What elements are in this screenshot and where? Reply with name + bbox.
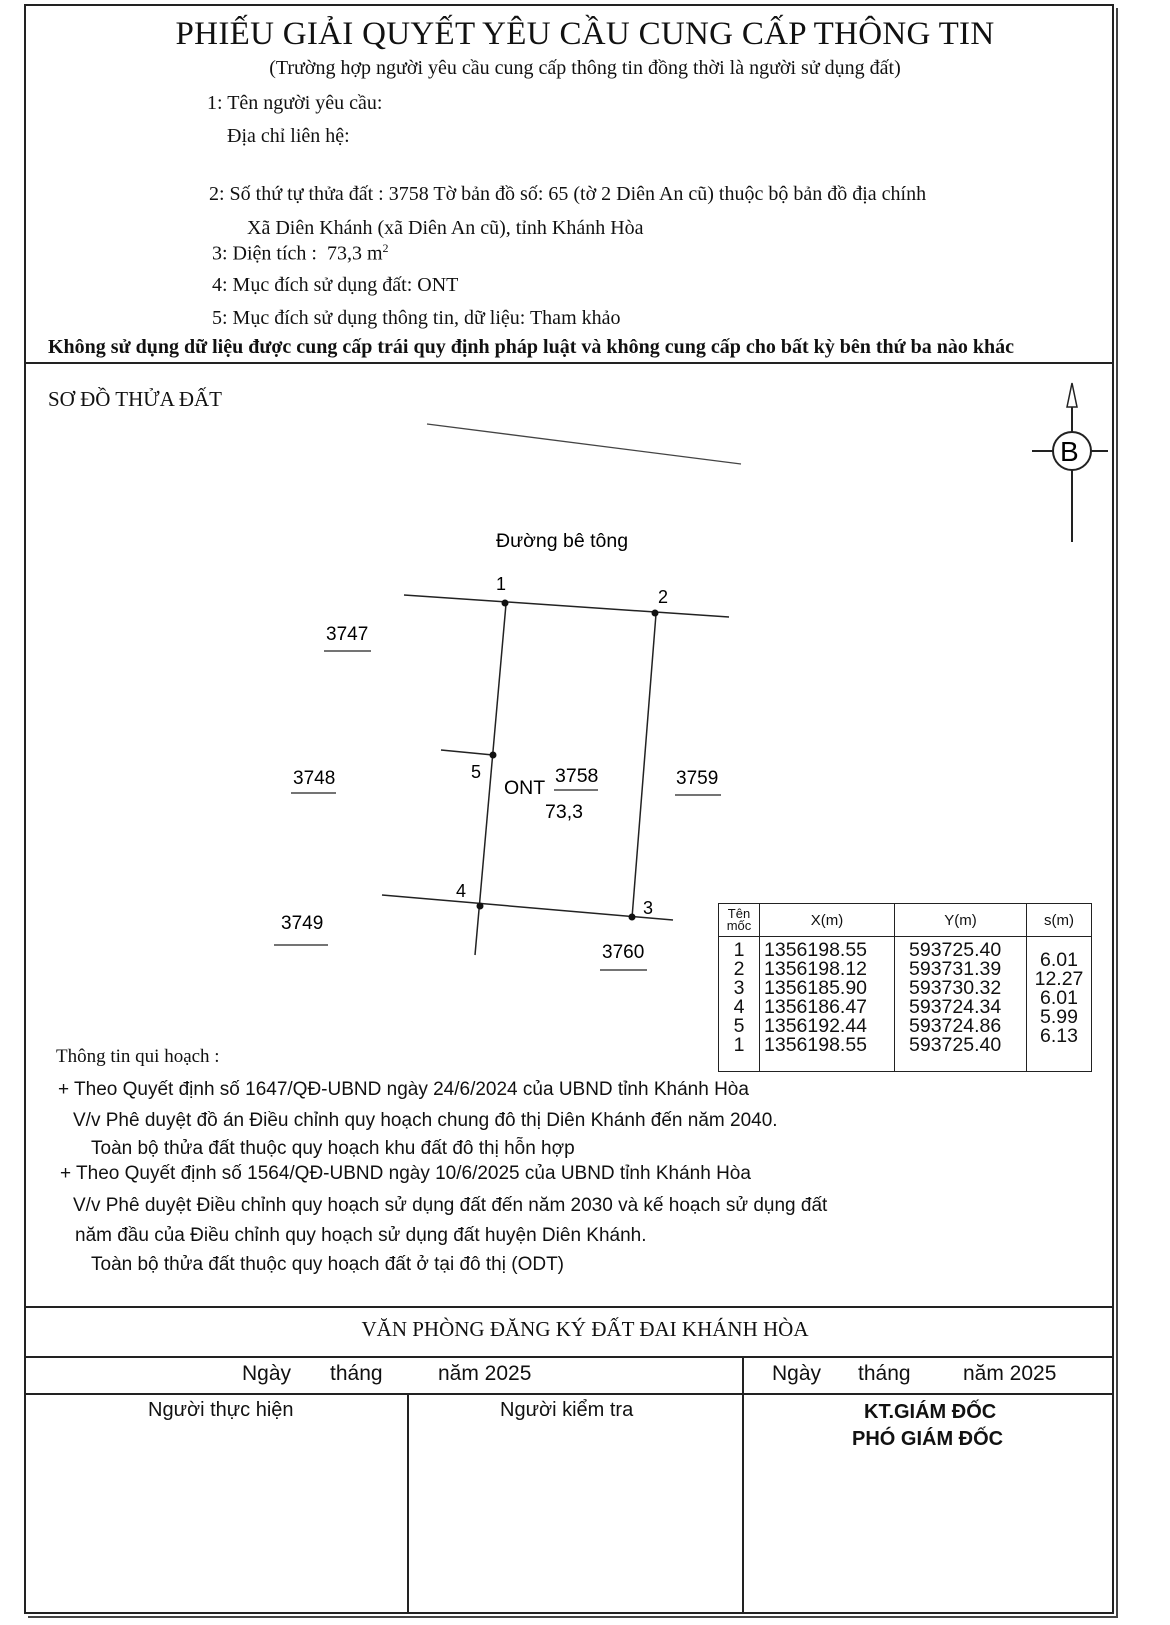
y-value: 593724.34	[909, 996, 1002, 1018]
date-right-year: năm 2025	[963, 1362, 1057, 1385]
planning-line: Toàn bộ thửa đất thuộc quy hoạch đất ở tại đô thị (ODT)	[91, 1254, 565, 1275]
neighbor-parcel-3760: 3760	[602, 942, 645, 963]
distance-column	[1027, 937, 1092, 1072]
distance-value: 6.13	[1040, 1025, 1078, 1047]
divider-footer	[24, 1306, 1114, 1308]
planning-line: V/v Phê duyệt đồ án Điều chỉnh quy hoạch chung đô thị Diên Khánh đến năm 2040.	[73, 1110, 778, 1131]
usage-warning: Không sử dụng dữ liệu được cung cấp trái quy định pháp luật và không cung cấp cho bất kỳ bên thứ ba nào khác	[48, 336, 1015, 358]
coordinates-table	[718, 903, 1092, 1072]
x-value: 1356192.44	[764, 1015, 868, 1037]
divider-date-top	[24, 1356, 1114, 1358]
boundary-top-line	[404, 595, 729, 617]
planning-line: năm đầu của Điều chỉnh quy hoạch sử dụng đất huyện Diên Khánh.	[75, 1225, 647, 1246]
divider-date-bottom	[24, 1393, 1114, 1395]
parcel-info-line2: Xã Diên Khánh (xã Diên An cũ), tỉnh Khánh Hòa	[247, 217, 644, 239]
planning-line: V/v Phê duyệt Điều chỉnh quy hoạch sử dụng đất đến năm 2030 và kế hoạch sử dụng đất	[73, 1195, 828, 1216]
neighbor-parcel-3747: 3747	[326, 624, 369, 645]
info-use-purpose-field: 5: Mục đích sử dụng thông tin, dữ liệu: Tham khảo	[212, 307, 621, 329]
x-value: 1356198.55	[764, 939, 868, 961]
point-2-marker	[652, 610, 659, 617]
parcel-east-line	[632, 614, 656, 918]
point-name: 2	[733, 958, 745, 980]
y-value: 593730.32	[909, 977, 1002, 999]
y-value: 593724.86	[909, 1015, 1002, 1037]
x-value: 1356198.12	[764, 958, 868, 980]
point-name: 3	[733, 977, 745, 999]
date-separator	[742, 1356, 744, 1394]
checker-label: Người kiểm tra	[500, 1399, 634, 1421]
y-value: 593725.40	[909, 939, 1002, 961]
point-3-marker	[629, 914, 636, 921]
parcel-type-label: ONT	[504, 777, 546, 799]
document-title: PHIẾU GIẢI QUYẾT YÊU CẦU CUNG CẤP THÔNG TIN	[175, 16, 995, 52]
parcel-number-label: 3758	[555, 765, 599, 787]
header-x: X(m)	[760, 904, 895, 937]
contact-address-field: Địa chỉ liên hệ:	[227, 125, 350, 147]
point-2-label: 2	[658, 587, 669, 607]
x-coordinate-column	[760, 937, 895, 1072]
distance-value: 5.99	[1040, 1006, 1078, 1028]
date-left-day: Ngày	[242, 1362, 292, 1385]
header-point-name: Tên mốc	[719, 904, 760, 937]
point-1-marker	[502, 600, 509, 607]
signature-separator-1	[407, 1393, 409, 1614]
area-value: 73,3 m	[326, 242, 383, 265]
boundary-mid-line	[441, 750, 493, 755]
coordinates-body-row	[719, 937, 1092, 1072]
y-value: 593725.40	[909, 1034, 1002, 1056]
requester-name-field: 1: Tên người yêu cầu:	[207, 92, 383, 114]
compass-north-letter: B	[1060, 436, 1079, 467]
point-name: 5	[733, 1015, 745, 1037]
distance-value: 6.01	[1040, 949, 1078, 971]
point-5-label: 5	[471, 762, 482, 782]
y-value: 593731.39	[909, 958, 1002, 980]
parcel-area-label: 73,3	[545, 801, 583, 823]
date-right-day: Ngày	[772, 1362, 822, 1385]
date-left-month: tháng	[330, 1362, 383, 1385]
director-title: KT.GIÁM ĐỐC	[864, 1401, 997, 1423]
office-name: VĂN PHÒNG ĐĂNG KÝ ĐẤT ĐAI KHÁNH HÒA	[361, 1317, 809, 1341]
point-3-label: 3	[643, 898, 654, 918]
x-value: 1356186.47	[764, 996, 868, 1018]
planning-line: + Theo Quyết định số 1564/QĐ-UBND ngày 10/6/2025 của UBND tỉnh Khánh Hòa	[60, 1163, 751, 1184]
planning-info-label: Thông tin qui hoạch :	[56, 1046, 220, 1067]
coordinates-header-row	[719, 904, 1092, 937]
neighbor-parcel-3749: 3749	[281, 913, 324, 934]
road-edge-line	[427, 424, 741, 464]
diagram-heading: SƠ ĐỒ THỬA ĐẤT	[48, 387, 222, 411]
distance-value: 12.27	[1034, 968, 1084, 990]
planning-line: + Theo Quyết định số 1647/QĐ-UBND ngày 24/6/2024 của UBND tỉnh Khánh Hòa	[58, 1079, 749, 1100]
point-5-marker	[490, 752, 497, 759]
road-label: Đường bê tông	[496, 530, 629, 552]
point-name-column	[719, 937, 760, 1072]
header-s: s(m)	[1027, 904, 1092, 937]
planning-line: Toàn bộ thửa đất thuộc quy hoạch khu đất đô thị hỗn hợp	[91, 1138, 575, 1159]
x-value: 1356198.55	[764, 1034, 868, 1056]
neighbor-parcel-3748: 3748	[293, 768, 336, 789]
performer-label: Người thực hiện	[148, 1399, 294, 1421]
date-left-year: năm 2025	[438, 1362, 532, 1385]
area-unit-exponent: 2	[382, 241, 389, 255]
signature-separator-2	[742, 1393, 744, 1614]
date-right-month: tháng	[858, 1362, 911, 1385]
header-y: Y(m)	[895, 904, 1027, 937]
neighbor-parcel-3759: 3759	[676, 768, 719, 789]
distance-value: 6.01	[1040, 987, 1078, 1009]
area-label: 3: Diện tích :	[212, 242, 317, 265]
point-1-label: 1	[496, 574, 507, 594]
point-4-label: 4	[456, 881, 467, 901]
document-subtitle: (Trường hợp người yêu cầu cung cấp thông tin đồng thời là người sử dụng đất)	[269, 57, 901, 79]
land-use-purpose-field: 4: Mục đích sử dụng đất: ONT	[212, 274, 459, 296]
x-value: 1356185.90	[764, 977, 868, 999]
point-4-marker	[477, 903, 484, 910]
point-name: 1	[733, 1034, 745, 1056]
y-coordinate-column	[895, 937, 1027, 1072]
deputy-director-title: PHÓ GIÁM ĐỐC	[852, 1428, 1004, 1450]
point-name: 4	[733, 996, 745, 1018]
point-name: 1	[733, 939, 745, 961]
parcel-info-line1: 2: Số thứ tự thửa đất : 3758 Tờ bản đồ số: 65 (tờ 2 Diên An cũ) thuộc bộ bản đồ địa chính	[209, 183, 927, 205]
